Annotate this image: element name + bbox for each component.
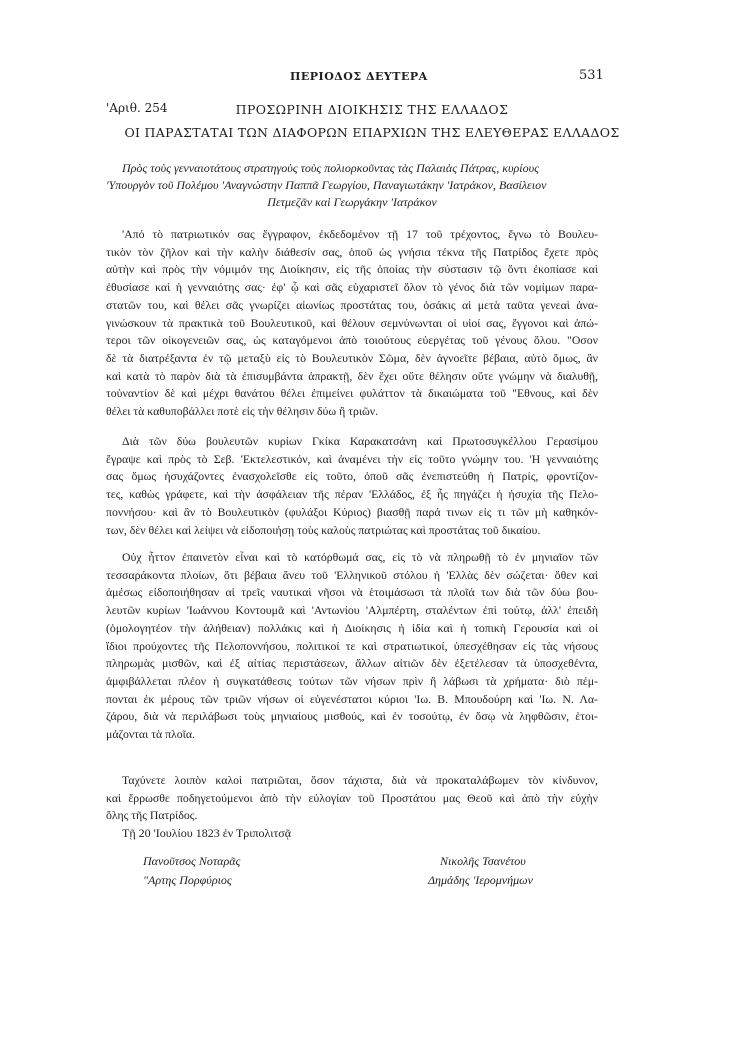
address-line: 'Υπουργὸν τοῦ Πολέμου 'Αναγνώστην Παππᾶ Γεωργίου, Παναγιωτάκην 'Ιατράκον, Βασίλειον [106, 178, 547, 192]
running-head [0, 70, 744, 86]
text-line: καὶ κατὰ τὸ παρὸν διὰ τὰ ἐπισυμβάντα ἀπρακτῇ, δὲν ἔχει οὔτε θέλησιν οὔτε γνώμην νὰ διαλυθῇ, [106, 368, 598, 383]
text-line: Ταχύνετε λοιπὸν καλοὶ πατριῶται, ὅσον τάχιστα, διὰ νὰ προκαταλάβωμεν τὸν κίνδυνον, [122, 773, 598, 787]
paragraph-3 [106, 549, 598, 744]
signature-tsanetou: Νικολῆς Τσανέτου [440, 854, 526, 868]
text-line: μάζονται τὰ πλοῖα. [106, 727, 195, 742]
text-line: ζάρου, διὰ νὰ περιλάβωσι τοὺς μηνιαίους μισθούς, καὶ ἐν τοσούτῳ, ἐν ὅσῳ νὰ ληφθῶσιν, ἑτοι- [106, 709, 598, 724]
text-line: δὲ τὰ διατρέξαντα ἐν τῷ μεταξὺ εἰς τὸ Βουλευτικὸν Σῶμα, δὲν ἀγνοεῖτε βέβαια, αὐτὸ ὅμως, ἂν [106, 350, 598, 365]
text-line: στατῶν του, καὶ θέλει σᾶς γνωρίζει αἰωνίως προστάτας του, ὁσάκις αἱ μετὰ ταῦτα γενεαὶ ἀνα- [106, 297, 598, 312]
text-line: ποννήσου· καὶ ἂν τὸ Βουλευτικὸν (φυλάξοι Κύριος) βιασθῇ παρά τινων εἰς τι τῶν μὴ καθηκόν- [106, 504, 598, 519]
text-line: ἀμφιβάλλεται πλέον ἡ συγκατάθεσις τούτων τῶν νήσων πρὶν ἢ λάβωσι τὰ χρήματα· διὸ πέμ- [106, 673, 598, 688]
text-line: ἴδιοι προύχοντες τῆς Πελοποννήσου, πολιτικοί τε καὶ στρατιωτικοί, ὑπεσχέθησαν εἰς τὰς νήσους [106, 638, 598, 653]
paragraph-2 [106, 433, 598, 539]
text-line: σας ὅμως ἡσυχάζοντες ἐνασχολεῖσθε εἰς τοῦτο, ὁποῦ σᾶς ἐνεπιστεύθη ἡ Πατρίς, φροντίζον- [106, 469, 598, 484]
text-line: 'Από τὸ πατριωτικόν σας ἔγγραφον, ἐκδεδομένον τῇ 17 τοῦ τρέχοντος, ἔγνω τὸ Βουλευ- [122, 227, 598, 241]
text-line: αὐτὴν καὶ πρὸς τὴν νόμιμόν της Διοίκησιν, εἰς τῆς ὁποίας τὴν σύστασιν τῷ ὄντι ἐκοπίασε καὶ [106, 262, 598, 277]
text-line: Διὰ τῶν δύω βουλευτῶν κυρίων Γκίκα Καρακατσάνη καὶ Πρωτοσυγκέλλου Γερασίμου [122, 434, 598, 448]
text-line: τεροι τῶν οἰκογενειῶν σας, ὡς καταγόμενοι ἀπὸ τοιούτους εὐεργέτας τοῦ γένους ὅλου. "Οσον [106, 333, 598, 348]
text-line: Οὐχ ἧττον ἐπαινετὸν εἶναι καὶ τὸ κατόρθωμά σας, εἰς τὸ νὰ πληρωθῇ τὸ ἐν μηνιαῖον τῶν [122, 550, 598, 564]
signature-porfyrios: "Αρτης Πορφύριος [143, 873, 232, 887]
address-line: Πετμεζᾶν καὶ Γεωργάκην 'Ιατράκον [267, 195, 437, 209]
running-title: ΠΕΡΙΟΔΟΣ ΔΕΥΤΕΡΑ [290, 70, 428, 83]
text-line: τοὐναντίον δὲ καὶ μέχρι θανάτου θέλει ἐπιμείνει φυλάττον τὰ δικαιώματα τοῦ "Εθνους, καὶ δὲν [106, 386, 598, 401]
text-line: τικὸν τὸν ζῆλον καὶ τὴν καλὴν διάθεσίν σας, ὁποῦ ὡς γνήσια τέκνα τῆς Πατρίδος ἔχετε πρὸς [106, 244, 598, 259]
paragraph-1 [106, 226, 598, 421]
text-line: λευτῶν κυρίων 'Ιωάννου Κοντουμᾶ καὶ 'Αντωνίου 'Αλμπέρτη, σταλέντων ἐπὶ τούτῳ, ἀλλ' ἐπειδὴ [106, 603, 598, 618]
text-line: πληρωμὰς μισθῶν, καὶ ἐξ αἰτίας περιστάσεων, ἄλλων αἰτιῶν δὲν ἐξετέλεσαν τὰ ὑποσχεθέντα, [106, 656, 598, 671]
address-line: Πρὸς τοὺς γενναιοτάτους στρατηγοὺς τοὺς πολιορκοῦντας τὰς Παλαιὰς Πάτρας, κυρίους [122, 161, 539, 175]
text-line: καὶ ἔρρωσθε ποδηγετούμενοι ἀπὸ τὴν εὐλογίαν τοῦ Προστάτου μας Θεοῦ καὶ ἀπὸ τὴν εὐχὴν [106, 790, 598, 805]
signature-notaras: Πανοῦτσος Νοταρᾶς [143, 854, 241, 868]
text-line: τες, καθὼς γράφετε, καὶ τὴν ἀσφάλειαν τῆς πέραν 'Ελλάδος, ἐξ ἧς πηγάζει ἡ ἡσυχία τῆς Πελο- [106, 487, 598, 502]
heading-representatives: ΟΙ ΠΑΡΑΣΤΑΤΑΙ ΤΩΝ ΔΙΑΦΟΡΩΝ ΕΠΑΡΧΙΩΝ ΤΗΣ ΕΛΕΥΘΕΡΑΣ ΕΛΛΑΔΟΣ [124, 125, 620, 140]
signature-ieromnimon: Δημάδης 'Ιερομνήμων [428, 873, 533, 887]
text-line: γινώσκουν τὰ πρακτικὰ τοῦ Βουλευτικοῦ, καὶ θέλουν σεμνύνωνται οἱ υἱοί σας, ἔγγονοι καὶ ἀπώ- [106, 315, 598, 330]
text-line: θέλει τὰ καθυποβάλλει ποτὲ εἰς τὴν θέλησιν δύω ἢ τριῶν. [106, 404, 379, 419]
text-line: ὅλης τῆς Πατρίδος. [106, 808, 198, 823]
heading-provisional-administration: ΠΡΟΣΩΡΙΝΗ ΔΙΟΙΚΗΣΙΣ ΤΗΣ ΕΛΛΑΔΟΣ [235, 102, 509, 117]
page-number: 531 [579, 68, 604, 83]
text-line: των, δὲν θέλει καὶ λείψει νὰ εἰδοποιήσῃ τοὺς καλοὺς πατριώτας καὶ προστάτας τοῦ δικαίου. [106, 522, 541, 537]
document-number: 'Αριθ. 254 [106, 101, 168, 115]
text-line: πονται ἐκ μέρους τῶν τριῶν νήσων οἱ εὐγενέστατοι κύριοι 'Ιω. Β. Μπουδούρη καὶ 'Ιω. Ν. Λα- [106, 691, 598, 706]
address-block [106, 160, 598, 211]
text-line: ἀμέσως εἰδοποιήθησαν αἱ τρεῖς ναυτικαὶ νῆσοι νὰ ἑτοιμάσωσι τὰ πλοῖά των διὰ τῶν δύω βου- [106, 585, 598, 600]
dateline: Τῇ 20 'Ιουλίου 1823 ἐν Τριπολιτσᾷ [122, 826, 292, 840]
paragraph-4 [106, 772, 598, 825]
text-line: (ὁμολογητέον τὴν ἀλήθειαν) πολλάκις καὶ ἡ Διοίκησις ἡ ἰδία καὶ ἡ τοπικὴ Γερουσία καὶ οἱ [106, 620, 598, 635]
text-line: ἔγραψε καὶ πρὸς τὸ Σεβ. 'Εκτελεστικόν, καὶ ἀναμένει τὴν εἰς τοῦτο γνώμην του. 'Η γενναιότης [106, 451, 598, 466]
text-line: ἐθυσίασε καὶ ἡ γενναιότης σας· ἐφ' ᾧ καὶ σᾶς εὐχαριστεῖ ὅλον τὸ γένος διὰ τῶν νομίμων παρα- [106, 280, 598, 295]
text-line: τεσσαράκοντα πλοίων, ὅτι βέβαια ἄνευ τοῦ 'Ελληνικοῦ στόλου ἡ 'Ελλὰς δὲν σώζεται· ὅθεν καὶ [106, 567, 598, 582]
